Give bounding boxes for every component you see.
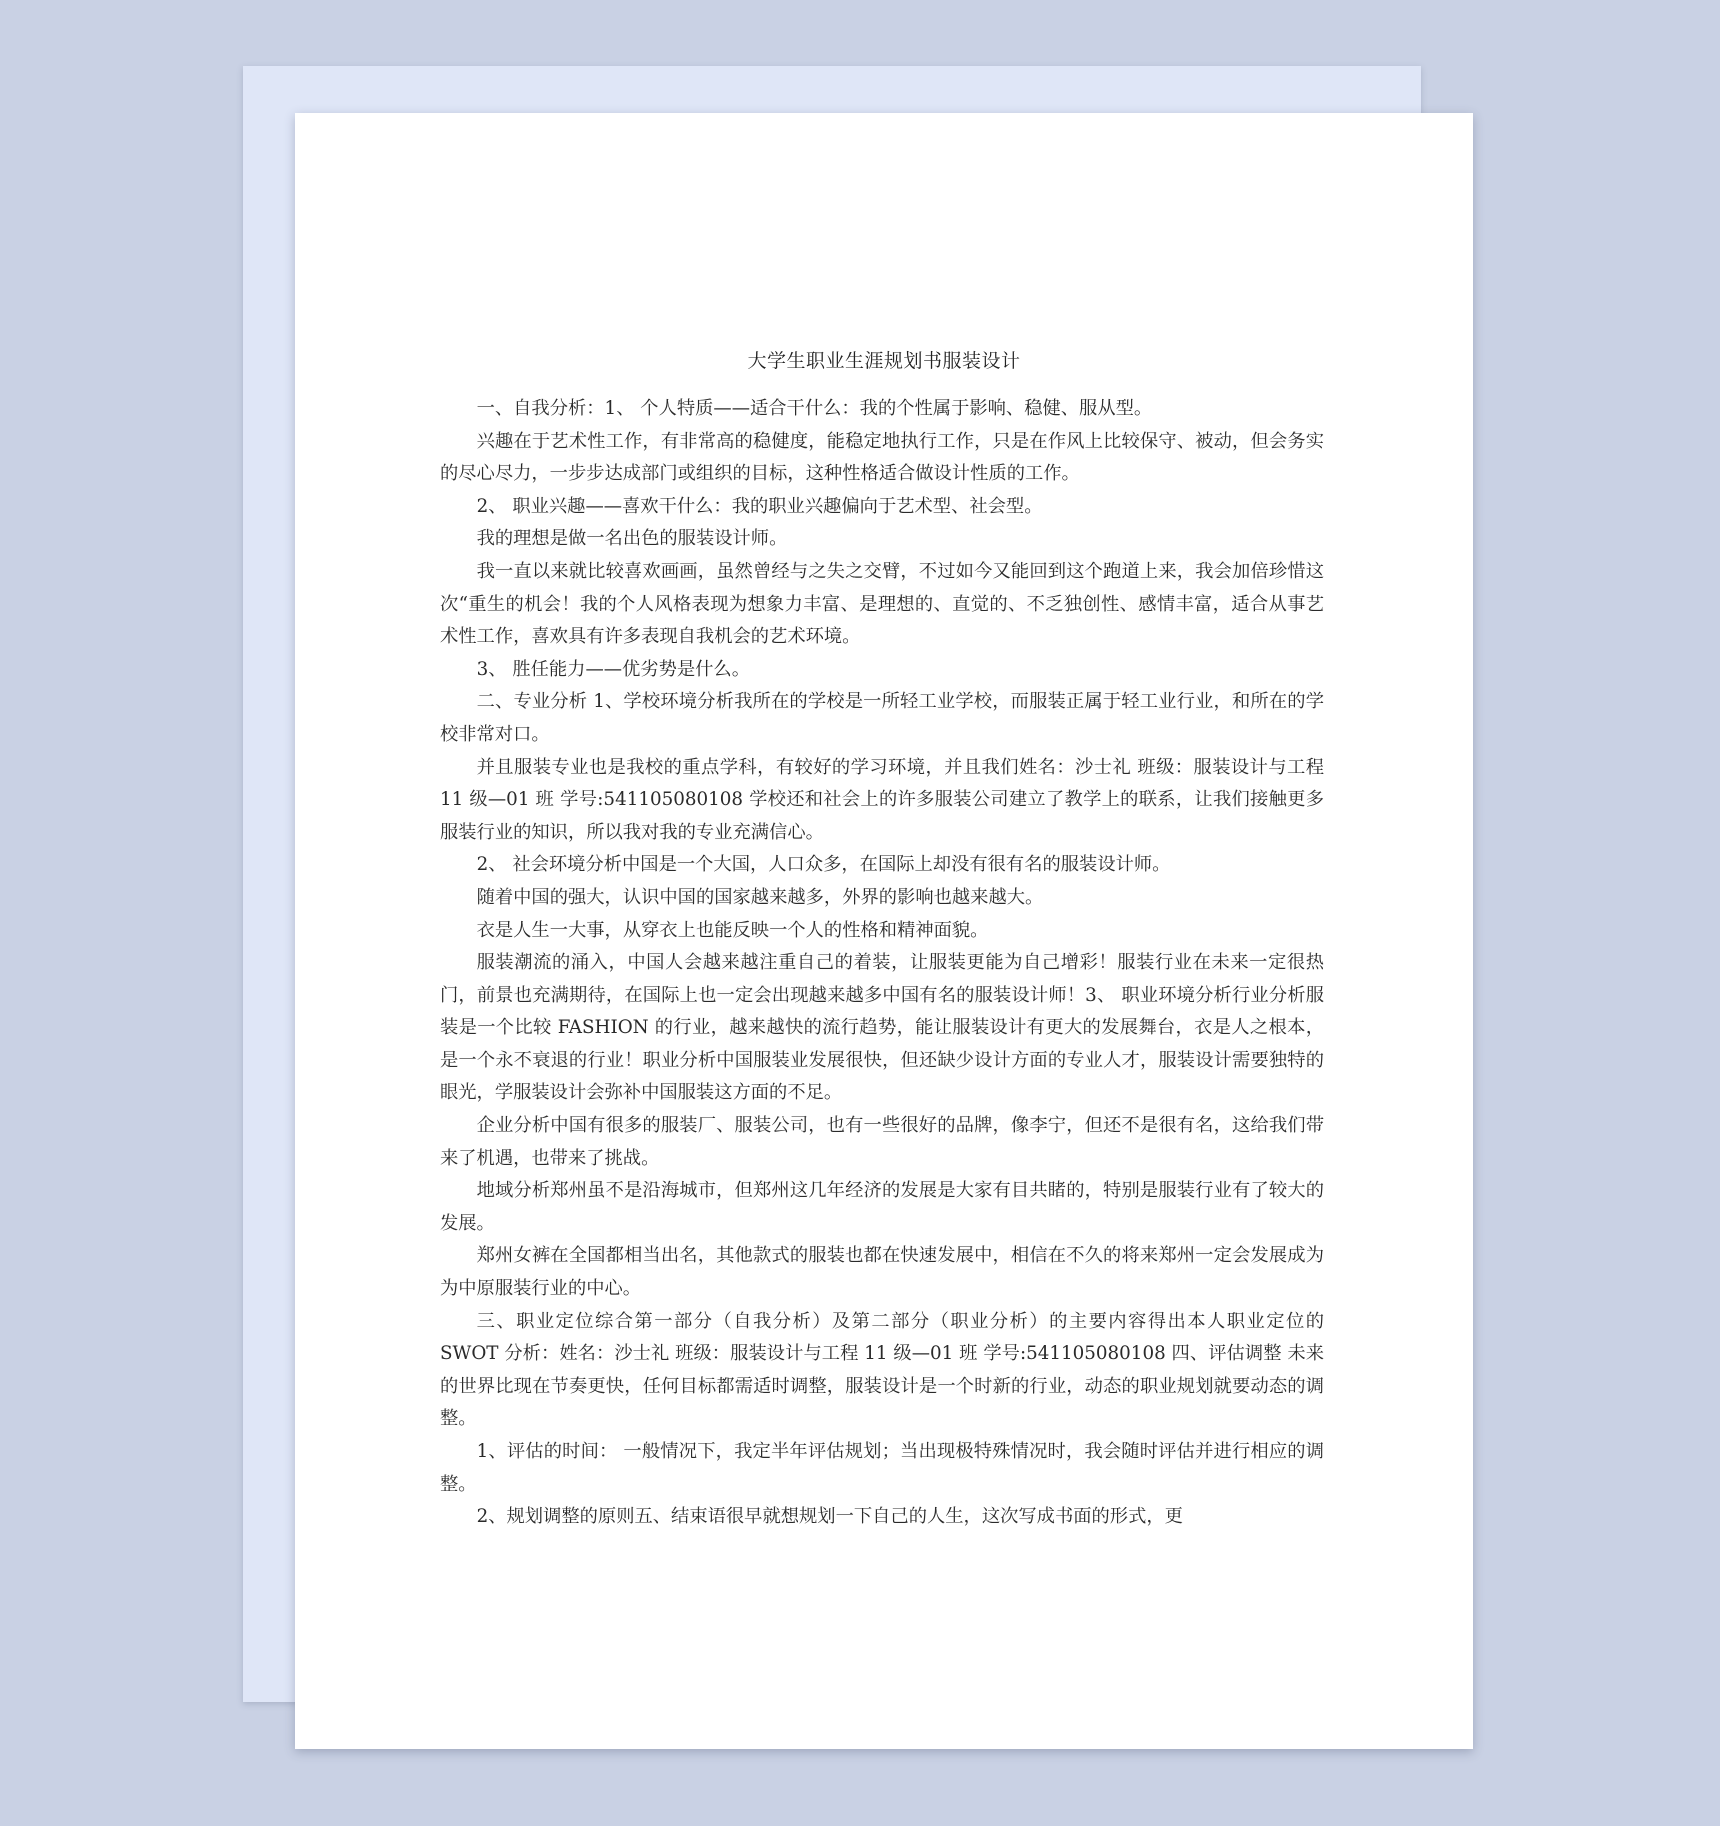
document-paragraph: 随着中国的强大，认识中国的国家越来越多，外界的影响也越来越大。: [476, 886, 1044, 908]
document-paragraph: 三、职业定位综合第一部分（自我分析）及第二部分（职业分析）的主要内容得出本人职业定位的 SWOT 分析：姓名：沙士礼 班级：服装设计与工程 11 级—01 班 学号:541105080108 四、评估调整 未来的世界比现在节奏更快，任何目标都需适时调整，服装设计是一个时新的行业，动态的职业规划就要动态的调整。: [440, 1310, 1324, 1430]
document-paragraph: 企业分析中国有很多的服装厂、服装公司，也有一些很好的品牌，像李宁，但还不是很有名，这给我们带来了机遇，也带来了挑战。: [440, 1115, 1324, 1169]
document-paragraph: 衣是人生一大事，从穿衣上也能反映一个人的性格和精神面貌。: [476, 919, 989, 941]
document-paragraph: 并且服装专业也是我校的重点学科，有较好的学习环境，并且我们姓名：沙士礼 班级：服装设计与工程 11 级—01 班 学号:541105080108 学校还和社会上的许多服装公司建立了教学上的联系，让我们接触更多服装行业的知识，所以我对我的专业充满信心。: [440, 756, 1324, 843]
document-page: [295, 113, 1473, 1749]
document-paragraph: 郑州女裤在全国都相当出名，其他款式的服装也都在快速发展中，相信在不久的将来郑州一定会发展成为为中原服装行业的中心。: [440, 1245, 1324, 1300]
document-paragraph: 2、 职业兴趣——喜欢干什么：我的职业兴趣偏向于艺术型、社会型。: [476, 495, 1043, 517]
document-body: [440, 393, 1324, 1534]
document-paragraph: 2、 社会环境分析中国是一个大国，人口众多，在国际上却没有很有名的服装设计师。: [476, 854, 1171, 876]
document-paragraph: 服装潮流的涌入，中国人会越来越注重自己的着装，让服装更能为自己增彩！服装行业在未来一定很热门，前景也充满期待，在国际上也一定会出现越来越多中国有名的服装设计师！3、 职业环境分析行业分析服装是一个比较 FASHION 的行业，越来越快的流行趋势，能让服装设计有更大的发展舞台，衣是人之根本，是一个永不衰退的行业！职业分析中国服装业发展很快，但还缺少设计方面的专业人才，服装设计需要独特的眼光，学服装设计会弥补中国服装这方面的不足。: [440, 952, 1324, 1104]
document-paragraph: 一、自我分析：1、 个人特质——适合干什么：我的个性属于影响、稳健、服从型。: [476, 398, 1153, 419]
document-paragraph: 2、规划调整的原则五、结束语很早就想规划一下自己的人生，这次写成书面的形式，更: [476, 1506, 1183, 1528]
document-paragraph: 1、评估的时间： 一般情况下，我定半年评估规划；当出现极特殊情况时，我会随时评估并进行相应的调整。: [440, 1441, 1324, 1495]
document-paragraph: 兴趣在于艺术性工作，有非常高的稳健度，能稳定地执行工作，只是在作风上比较保守、被动，但会务实的尽心尽力，一步步达成部门或组织的目标，这种性格适合做设计性质的工作。: [440, 430, 1324, 485]
document-paragraph: 我的理想是做一名出色的服装设计师。: [476, 528, 788, 550]
document-paragraph: 我一直以来就比较喜欢画画，虽然曾经与之失之交臂，不过如今又能回到这个跑道上来，我会加倍珍惜这次“重生的机会！我的个人风格表现为想象力丰富、是理想的、直觉的、不乏独创性、感情丰富，适合从事艺术性工作，喜欢具有许多表现自我机会的艺术环境。: [440, 560, 1324, 648]
document-paragraph: 二、专业分析 1、学校环境分析我所在的学校是一所轻工业学校，而服装正属于轻工业行业，和所在的学校非常对口。: [440, 691, 1324, 745]
document-paragraph: 3、 胜任能力——优劣势是什么。: [476, 658, 750, 680]
document-title: 大学生职业生涯规划书服装设计: [747, 350, 1021, 372]
document-paragraph: 地域分析郑州虽不是沿海城市，但郑州这几年经济的发展是大家有目共睹的，特别是服装行业有了较大的发展。: [440, 1180, 1324, 1234]
